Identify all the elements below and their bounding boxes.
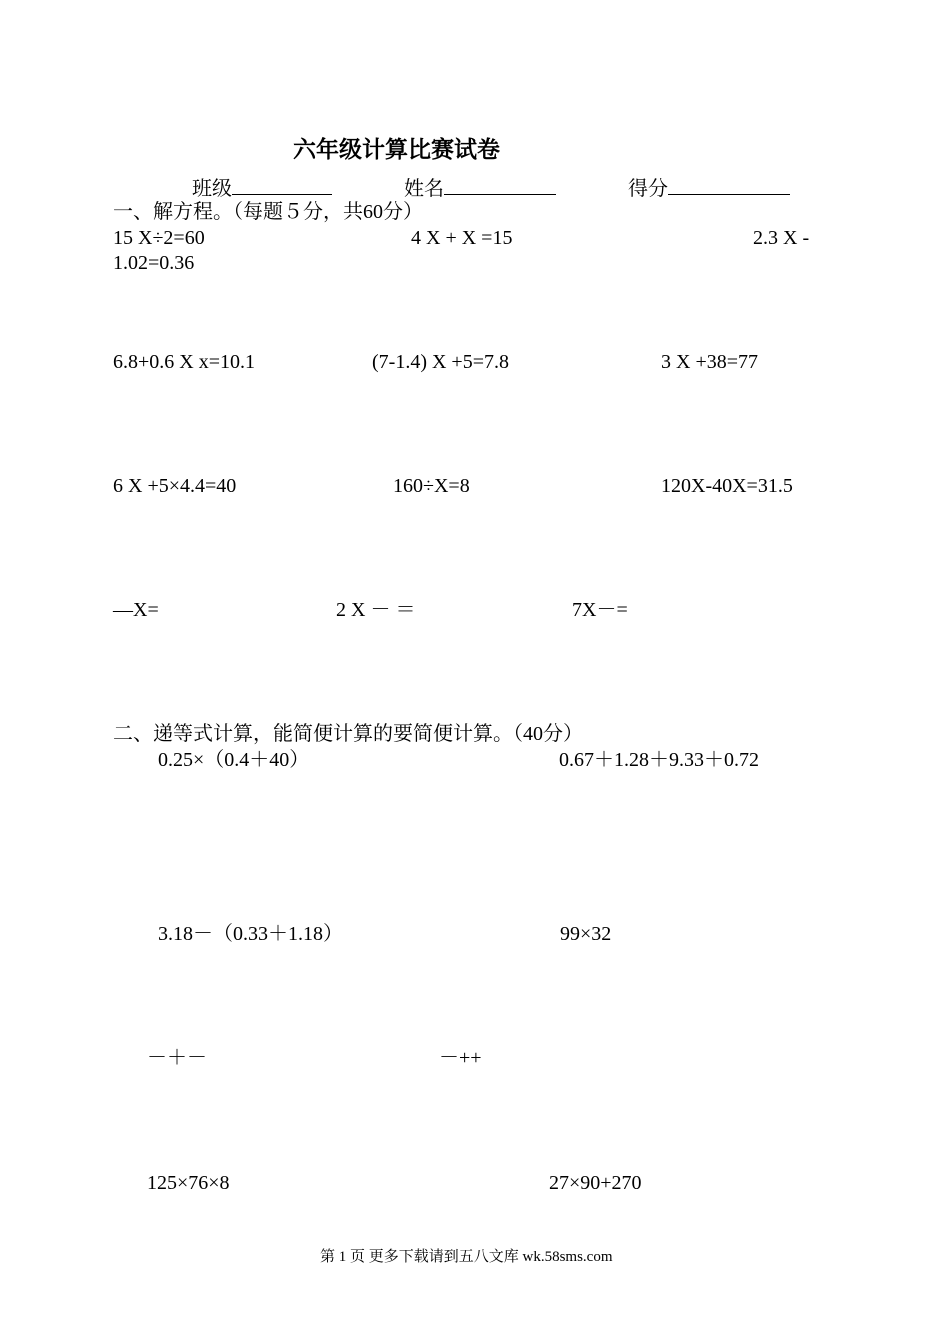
expression: 3.18－（0.33＋1.18）	[158, 923, 343, 945]
expression: －＋－	[147, 1047, 207, 1069]
equation: 160÷X=8	[393, 475, 470, 497]
class-blank	[232, 174, 332, 195]
name-field	[404, 174, 556, 201]
name-blank	[444, 174, 556, 195]
equation: 6 X +5×4.4=40	[113, 475, 237, 497]
equation: 7X－=	[572, 599, 628, 621]
expression: 0.67＋1.28＋9.33＋0.72	[559, 749, 759, 771]
expression: 0.25×（0.4＋40）	[158, 749, 310, 771]
section-1-heading: 一、解方程。（每题５分，共60分）	[113, 201, 423, 223]
page-footer: 第 1 页 更多下载请到五八文库 wk.58sms.com	[320, 1249, 613, 1265]
equation-continuation: 1.02=0.36	[113, 252, 195, 274]
equation: 6.8+0.6 X x=10.1	[113, 351, 256, 373]
section-2-heading: 二、递等式计算，能简便计算的要简便计算。（40分）	[113, 723, 583, 745]
equation: 2 X － ＝	[336, 599, 416, 621]
score-blank	[668, 174, 790, 195]
equation: 15 X÷2=60	[113, 227, 205, 249]
equation: —X=	[113, 599, 159, 621]
expression: 125×76×8	[147, 1172, 230, 1194]
name-label: 姓名	[404, 178, 444, 200]
equation: 2.3 X -	[753, 227, 810, 249]
equation: (7-1.4) X +5=7.8	[372, 351, 509, 373]
expression: 27×90+270	[549, 1172, 642, 1194]
class-field	[192, 174, 332, 201]
equation: 3 X +38=77	[661, 351, 759, 373]
class-label: 班级	[192, 178, 232, 200]
exam-title: 六年级计算比赛试卷	[293, 137, 500, 162]
expression: －++	[439, 1047, 482, 1069]
equation: 120X-40X=31.5	[661, 475, 793, 497]
score-label: 得分	[628, 178, 668, 200]
score-field	[628, 174, 790, 201]
equation: 4 X + X =15	[411, 227, 513, 249]
expression: 99×32	[560, 923, 612, 945]
